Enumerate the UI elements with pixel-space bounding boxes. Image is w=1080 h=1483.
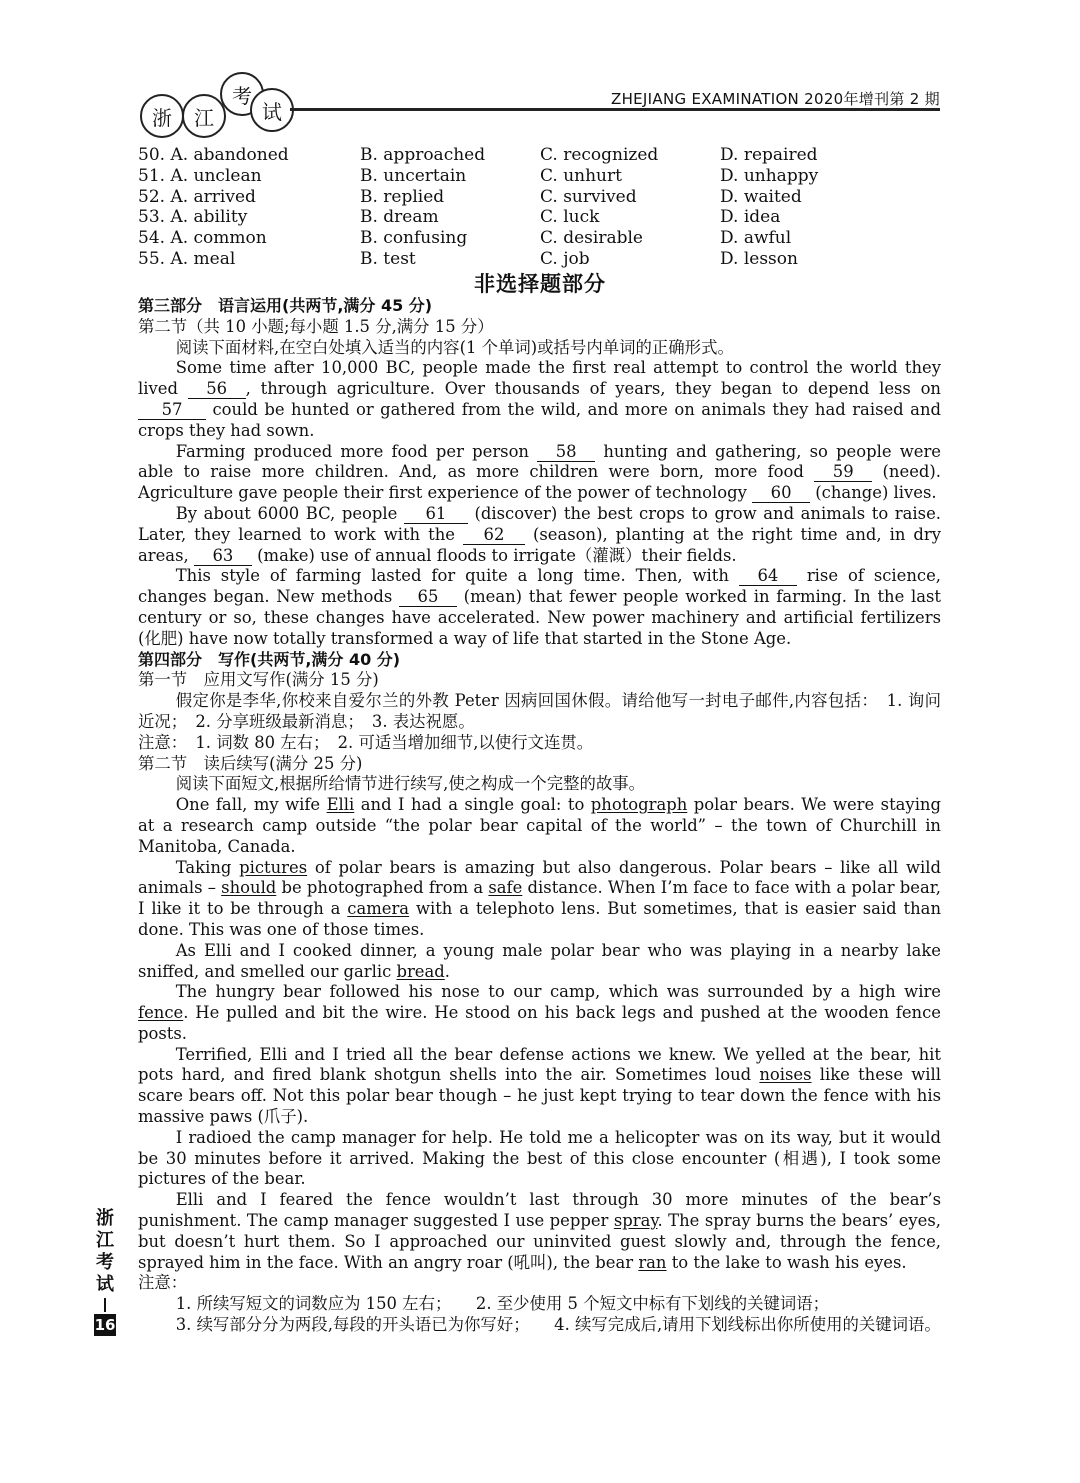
side-char: 浙 bbox=[96, 1208, 114, 1229]
logo-char: 江 bbox=[182, 94, 226, 138]
options-row bbox=[138, 207, 940, 228]
key-word: safe bbox=[488, 878, 523, 898]
key-word: Elli bbox=[326, 795, 355, 815]
option-c: C. desirable bbox=[540, 228, 643, 249]
logo-char: 浙 bbox=[140, 94, 184, 138]
option-d: D. lesson bbox=[720, 248, 798, 269]
logo-char: 考 bbox=[220, 72, 264, 116]
options-row bbox=[138, 187, 940, 208]
answer-blank[interactable]: 64 bbox=[739, 567, 797, 586]
option-c: C. recognized bbox=[540, 145, 659, 165]
options-table bbox=[138, 145, 940, 270]
story-paragraph: Terrified, Elli and I tried all the bear defense actions we knew. We yelled at the bear, hit pots hard, and fired blank shotgun shells into the air. Sometimes loud noises like these will scare bears off. Not this polar bear though – he just kept trying to tear down the fence with his massive paws (爪子). bbox=[138, 1044, 941, 1127]
option-b: B. uncertain bbox=[360, 165, 467, 186]
part3-instruction: 阅读下面材料,在空白处填入适当的内容(1 个单词)或括号内单词的正确形式。 bbox=[175, 337, 734, 357]
option-a: A. abandoned bbox=[170, 145, 289, 165]
answer-blank[interactable]: 58 bbox=[537, 443, 595, 462]
option-d: D. awful bbox=[720, 228, 792, 249]
part3-subheading: 第二节（共 10 小题;每小题 1.5 分,满分 15 分） bbox=[138, 316, 494, 336]
sec1-heading: 第一节 应用文写作(满分 15 分) bbox=[138, 670, 379, 690]
option-a: A. common bbox=[170, 228, 267, 249]
question-number: 53. bbox=[138, 207, 166, 228]
options-row bbox=[138, 249, 940, 270]
passage-paragraph: By about 6000 BC, people 61 (discover) the best crops to grow and animals to raise. Later, they learned to work with the 62 (season), planting at the right time and, in dry areas, 63 (make) use of annual floods to irrigate（灌溉）their fields. bbox=[138, 503, 941, 565]
answer-blank[interactable]: 63 bbox=[194, 547, 252, 566]
option-a: A. unclean bbox=[170, 165, 262, 186]
key-word: bread bbox=[396, 961, 445, 981]
story-paragraph: As Elli and I cooked dinner, a young male polar bear who was playing in a nearby lake sniffed, and smelled our garlic bread. bbox=[138, 940, 941, 981]
body-text bbox=[138, 296, 941, 1336]
question-number: 55. bbox=[138, 248, 166, 269]
option-d: D. unhappy bbox=[720, 165, 819, 186]
answer-blank[interactable]: 60 bbox=[752, 484, 810, 503]
options-row bbox=[138, 145, 940, 166]
answer-blank[interactable]: 59 bbox=[814, 463, 872, 482]
side-char: 考 bbox=[96, 1252, 114, 1273]
question-number: 51. bbox=[138, 165, 166, 186]
option-a: A. arrived bbox=[170, 186, 256, 207]
question-number: 54. bbox=[138, 228, 166, 249]
option-c: C. job bbox=[540, 248, 590, 269]
answer-blank[interactable]: 61 bbox=[404, 505, 468, 524]
story-paragraph: The hungry bear followed his nose to our camp, which was surrounded by a high wire fence. He pulled and bit the wire. He stood on his back legs and pushed at the wooden fence posts. bbox=[138, 982, 941, 1043]
option-b: B. replied bbox=[360, 186, 445, 207]
story-paragraph: Elli and I feared the fence wouldn’t last through 30 more minutes of the bear’s punishment. The camp manager suggested I use pepper spray. The spray burns the bears’ eyes, but doesn’t hurt them. So I approached our uninvited guest slowly and, through the fence, sprayed him in the face. With an angry roar (吼叫), the bear ran to the lake to wash his eyes. bbox=[138, 1190, 941, 1272]
sec1-note: 注意： 1. 词数 80 左右； 2. 可适当增加细节,以使行文连贯。 bbox=[138, 732, 594, 752]
option-d: D. repaired bbox=[720, 145, 818, 165]
passage-paragraph: Farming produced more food per person 58 hunting and gathering, so people were able to raise more children. And, as more children were born, more food 59 (need). Agriculture gave people their first experience of the power of technology 60 (change) lives. bbox=[138, 441, 941, 503]
option-b: B. test bbox=[360, 248, 416, 269]
sec1-task: 假定你是李华,你校来自爱尔兰的外教 Peter 因病回国休假。请给他写一封电子邮件,内容包括： 1. 询问近况； 2. 分享班级最新消息； 3. 表达祝愿。 bbox=[138, 691, 941, 731]
key-word: fence bbox=[138, 1003, 184, 1023]
note-line: 3. 续写部分分为两段,每段的开头语已为你写好； 4. 续写完成后,请用下划线标出你所使用的关键词语。 bbox=[175, 1315, 941, 1335]
options-row bbox=[138, 228, 940, 249]
key-word: pictures bbox=[239, 857, 308, 877]
answer-blank[interactable]: 57 bbox=[138, 401, 206, 420]
journal-logo bbox=[140, 76, 310, 138]
options-row bbox=[138, 166, 940, 187]
key-word: spray bbox=[613, 1211, 658, 1231]
side-divider bbox=[104, 1298, 106, 1312]
key-word: camera bbox=[347, 899, 410, 919]
key-word: photograph bbox=[590, 795, 688, 815]
option-b: B. approached bbox=[360, 145, 486, 165]
part3-heading: 第三部分 语言运用(共两节,满分 45 分) bbox=[138, 296, 433, 315]
story-paragraph: One fall, my wife Elli and I had a single goal: to photograph polar bears. We were staying at a research camp outside “the polar bear capital of the world” – the town of Churchill in Manitoba, Canada. bbox=[138, 795, 941, 856]
question-number: 52. bbox=[138, 186, 166, 207]
option-a: A. ability bbox=[170, 207, 248, 228]
side-char: 江 bbox=[96, 1230, 114, 1251]
option-a: A. meal bbox=[170, 248, 236, 269]
answer-blank[interactable]: 62 bbox=[463, 526, 525, 545]
sec2-instruction: 阅读下面短文,根据所给情节进行续写,使之构成一个完整的故事。 bbox=[175, 774, 646, 794]
part4-heading: 第四部分 写作(共两节,满分 40 分) bbox=[138, 649, 401, 669]
logo-char: 试 bbox=[250, 88, 294, 132]
page-number: 16 bbox=[94, 1316, 116, 1334]
note-line: 1. 所续写短文的词数应为 150 左右； 2. 至少使用 5 个短文中标有下划线的关键词语； bbox=[175, 1294, 830, 1314]
side-char: 试 bbox=[96, 1274, 114, 1295]
note-label: 注意： bbox=[138, 1273, 188, 1293]
side-strip bbox=[94, 1208, 116, 1336]
key-word: noises bbox=[759, 1065, 812, 1085]
header-title: ZHEJIANG EXAMINATION 2020年增刊第 2 期 bbox=[611, 90, 940, 108]
section-title: 非选择题部分 bbox=[474, 272, 606, 296]
option-c: C. survived bbox=[540, 186, 637, 207]
passage-paragraph: Some time after 10,000 BC, people made the first real attempt to control the world they lived 56 , through agriculture. Over thousands of years, they began to depend less on 57 could be hunted or gathered from the wild, and more on animals they had raised and crops they had sown. bbox=[138, 358, 941, 440]
story-paragraph: Taking pictures of polar bears is amazing but also dangerous. Polar bears – like all wild animals – should be photographed from a safe distance. When I’m face to face with a polar bear, I like it to be through a camera with a telephoto lens. But sometimes, that is easier said than done. This was one of those times. bbox=[138, 857, 942, 939]
passage-paragraph: This style of farming lasted for quite a long time. Then, with 64 rise of science, changes began. New methods 65 (mean) that fewer people worked in farming. In the last century or so, these changes have accelerated. New power machinery and artificial fertilizers (化肥) have now totally transformed a way of life that started in the Stone Age. bbox=[138, 566, 942, 648]
sec2-heading: 第二节 读后续写(满分 25 分) bbox=[138, 753, 363, 773]
option-b: B. dream bbox=[360, 207, 439, 228]
key-word: should bbox=[221, 878, 277, 898]
key-word: ran bbox=[638, 1252, 667, 1272]
story-paragraph: I radioed the camp manager for help. He told me a helicopter was on its way, but it would be 30 minutes before it arrived. Making the best of this close encounter (相遇), I took some pictures of the bear. bbox=[138, 1127, 941, 1189]
option-d: D. idea bbox=[720, 207, 781, 228]
option-b: B. confusing bbox=[360, 228, 468, 249]
option-d: D. waited bbox=[720, 186, 802, 207]
answer-blank[interactable]: 65 bbox=[399, 588, 457, 607]
option-c: C. unhurt bbox=[540, 165, 622, 186]
question-number: 50. bbox=[138, 145, 166, 165]
answer-blank[interactable]: 56 bbox=[188, 380, 246, 399]
option-c: C. luck bbox=[540, 207, 600, 228]
